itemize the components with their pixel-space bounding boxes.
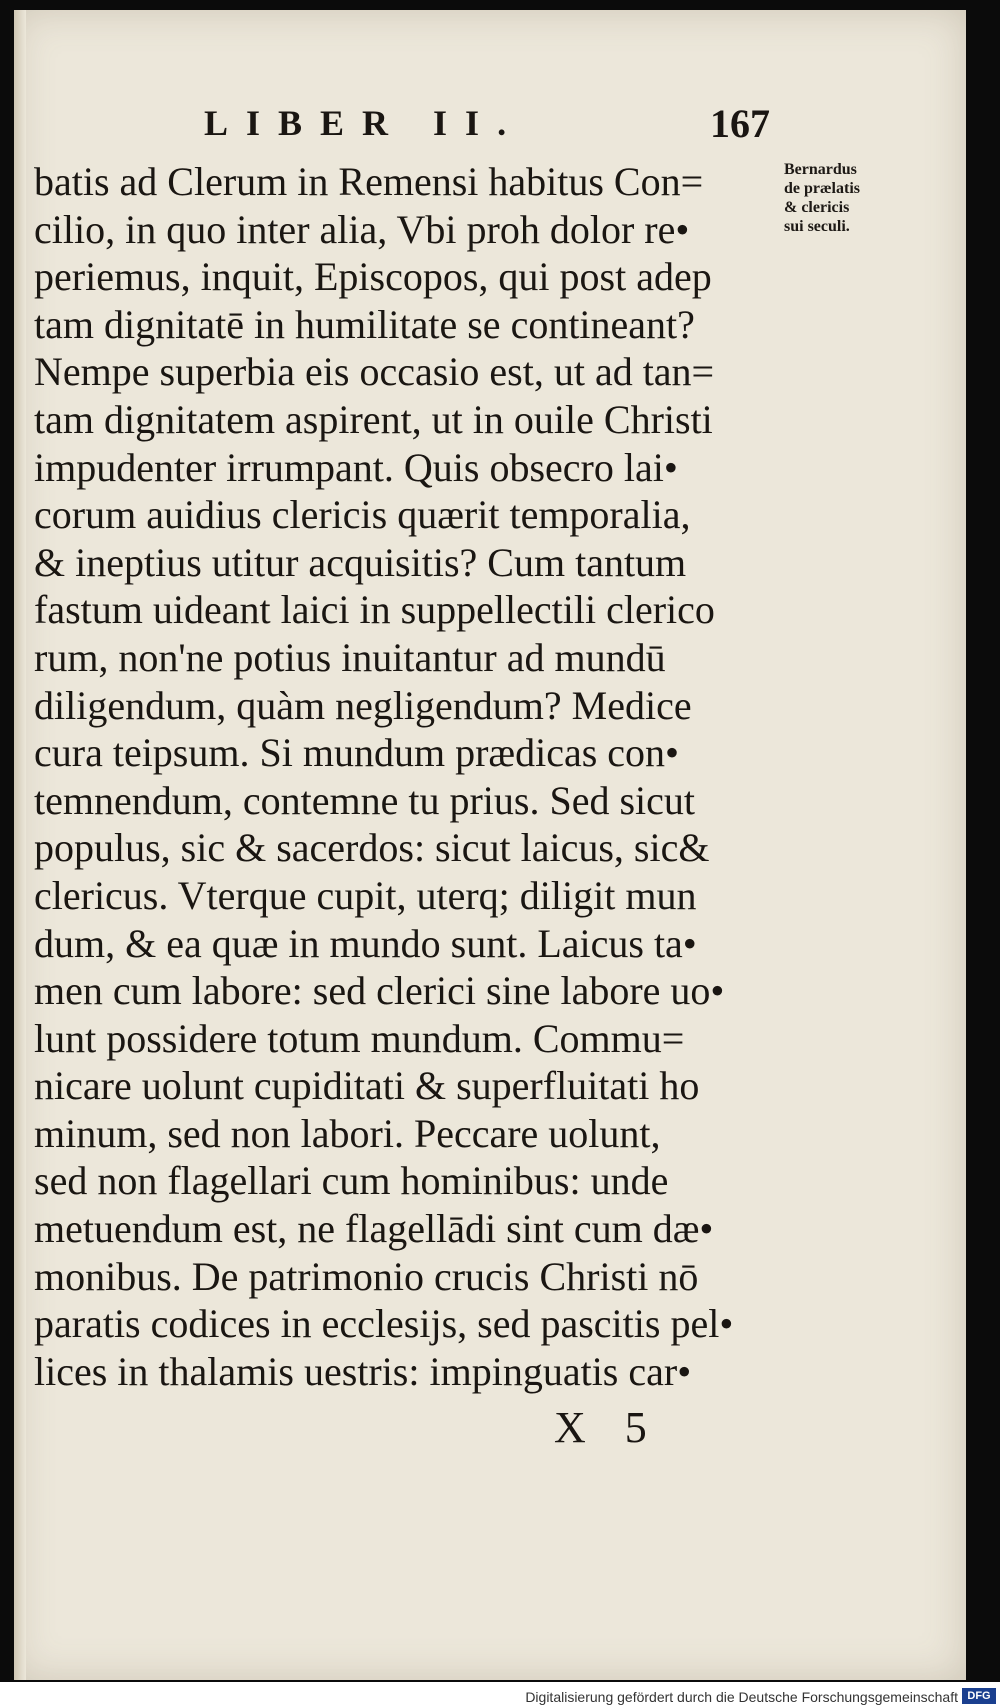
marginal-note-line: Bernardus bbox=[784, 161, 857, 178]
text-line: clericus. Vterque cupit, uterq; diligit mun bbox=[34, 872, 697, 918]
funding-credit: Digitalisierung gefördert durch die Deutsche Forschungsgemeinschaft bbox=[525, 1689, 958, 1705]
text-line: impudenter irrumpant. Quis obsecro lai• bbox=[34, 444, 678, 490]
text-line: lices in thalamis uestris: impinguatis car• bbox=[34, 1348, 692, 1394]
marginal-note-line: sui seculi. bbox=[784, 218, 850, 235]
text-line: metuendum est, ne flagellādi sint cum dæ• bbox=[34, 1206, 714, 1252]
text-line: lunt possidere totum mundum. Commu= bbox=[34, 1015, 685, 1061]
book-page bbox=[14, 10, 966, 1680]
text-line: periemus, inquit, Episcopos, qui post adep bbox=[34, 254, 712, 300]
text-line: nicare uolunt cupiditati & superfluitati ho bbox=[34, 1063, 700, 1109]
text-line: populus, sic & sacerdos: sicut laicus, sic& bbox=[34, 825, 710, 871]
text-line: dum, & ea quæ in mundo sunt. Laicus ta• bbox=[34, 920, 697, 966]
marginal-note-line: de prælatis bbox=[784, 180, 860, 197]
text-line: tam dignitatē in humilitate se contineant? bbox=[34, 301, 695, 347]
text-line: paratis codices in ecclesijs, sed pascitis pel• bbox=[34, 1301, 734, 1347]
text-line: batis ad Clerum in Remensi habitus Con= bbox=[34, 159, 704, 204]
text-line: cilio, in quo inter alia, Vbi proh dolor re• bbox=[34, 206, 690, 252]
footer-bar bbox=[0, 1682, 1000, 1708]
signature-mark: X 5 bbox=[554, 1403, 647, 1452]
dfg-logo-icon: DFG bbox=[962, 1688, 996, 1704]
text-line: minum, sed non labori. Peccare uolunt, bbox=[34, 1110, 661, 1156]
text-line: fastum uideant laici in suppellectili clerico bbox=[34, 587, 715, 633]
text-line: sed non flagellari cum hominibus: unde bbox=[34, 1158, 669, 1204]
text-line: temnendum, contemne tu prius. Sed sicut bbox=[34, 777, 695, 823]
text-line: tam dignitatem aspirent, ut in ouile Christi bbox=[34, 396, 713, 442]
marginal-note-line: & clericis bbox=[784, 199, 850, 216]
text-line: diligendum, quàm negligendum? Medice bbox=[34, 682, 692, 728]
page-gutter bbox=[14, 10, 26, 1680]
text-line: men cum labore: sed clerici sine labore uo• bbox=[34, 968, 725, 1014]
text-line: cura teipsum. Si mundum prædicas con• bbox=[34, 730, 680, 776]
running-head: LIBER II. bbox=[204, 103, 525, 143]
text-line: & ineptius utitur acquisitis? Cum tantum bbox=[34, 539, 687, 585]
text-line: corum auidius clericis quærit temporalia, bbox=[34, 492, 691, 538]
body-text bbox=[34, 158, 794, 1395]
marginal-note bbox=[784, 160, 944, 236]
page-number: 167 bbox=[710, 101, 770, 146]
text-line: Nempe superbia eis occasio est, ut ad tan= bbox=[34, 349, 715, 395]
text-line: rum, non'ne potius inuitantur ad mundū bbox=[34, 634, 666, 680]
text-line: monibus. De patrimonio crucis Christi nō bbox=[34, 1253, 699, 1299]
